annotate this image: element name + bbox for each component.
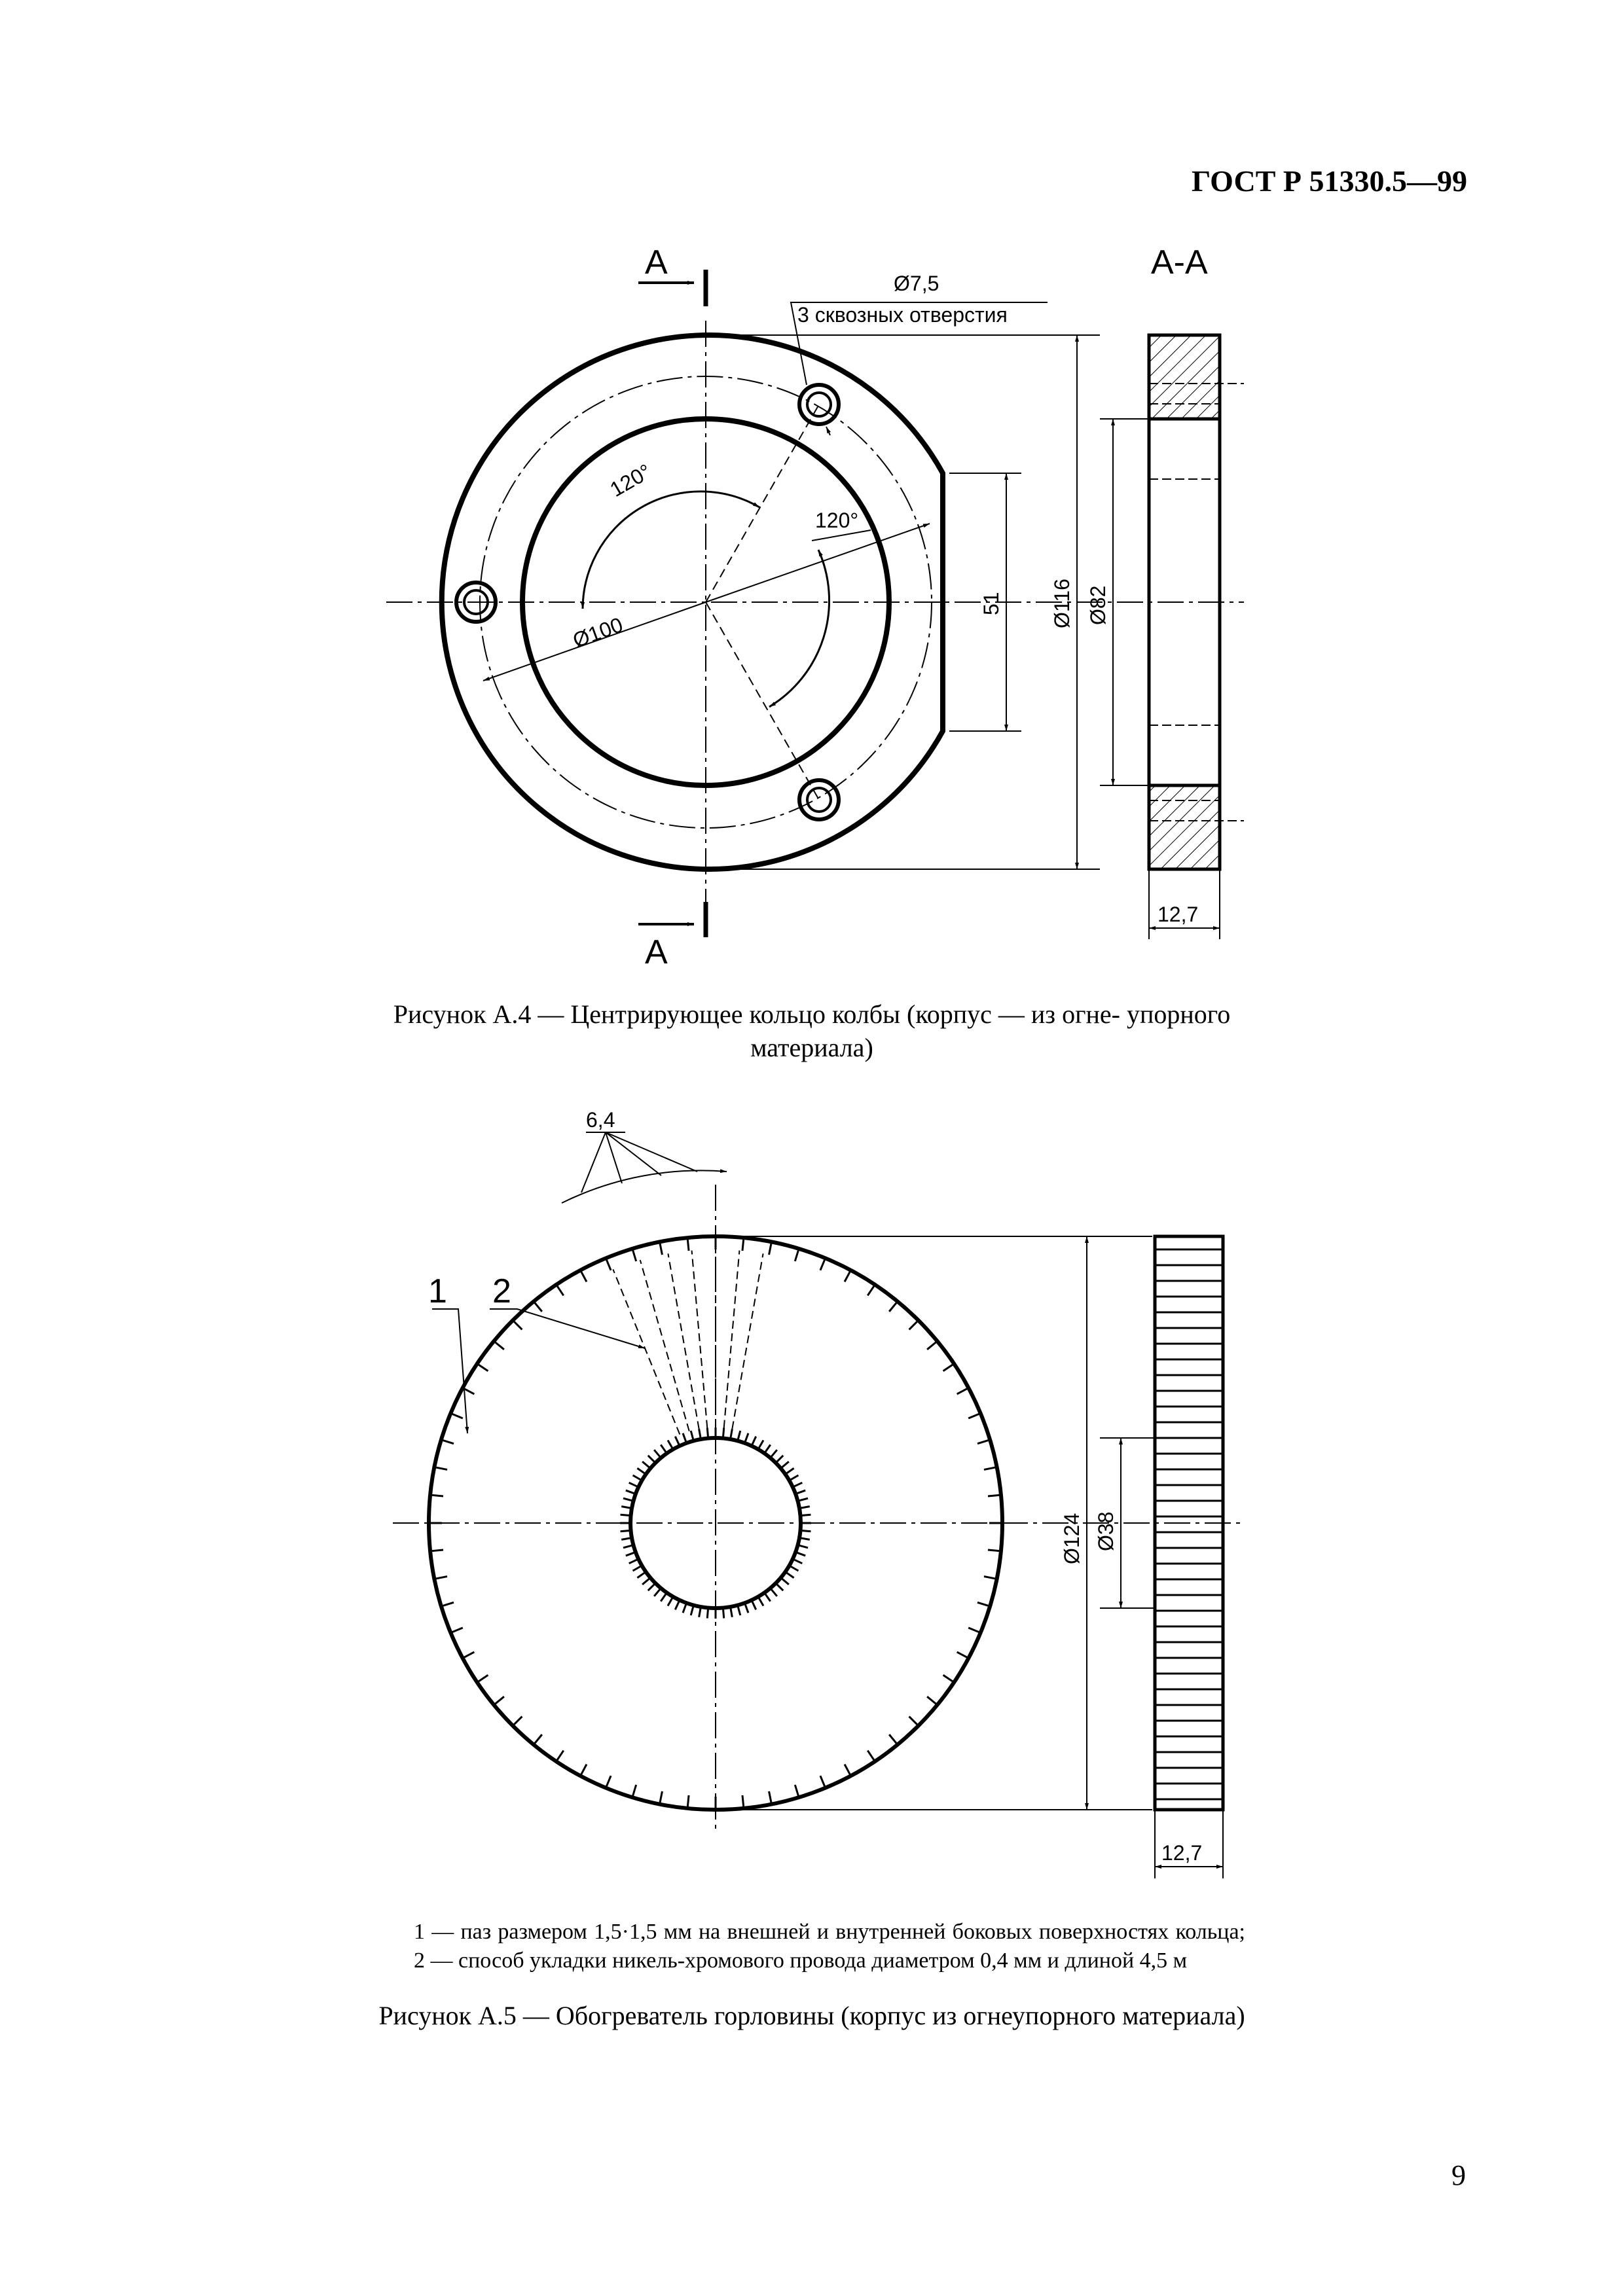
outer-diameter-label: Ø124 [1060,1513,1084,1564]
pitch-label: 6,4 [586,1108,615,1132]
section-letter-bottom: A [645,933,668,971]
figure-a5-caption: Рисунок А.5 — Обогреватель горловины (корпус из огнеупорного материала) [378,2001,1245,2030]
figure-a4-caption: Рисунок А.4 — Центрирующее кольцо колбы (корпус — из огне- упорного материала) [393,999,1231,1062]
thickness-label: 12,7 [1158,903,1199,926]
inner-diameter-label: Ø38 [1094,1511,1118,1551]
standard-header: ГОСТ Р 51330.5—99 [1192,164,1467,198]
callout-2: 2 [492,1272,511,1310]
hole-diameter-label: Ø7,5 [894,272,939,295]
thickness-label: 12,7 [1161,1841,1203,1865]
wire-routing-lines [613,1249,763,1435]
callout-1: 1 [428,1272,447,1310]
inner-diameter-label: Ø82 [1086,585,1110,625]
page-number: 9 [1451,2159,1466,2191]
figure-a5-side-view [1100,1236,1223,1878]
angle-label-2: 120° [815,509,859,532]
outer-diameter-label: Ø116 [1050,579,1074,628]
figure-a4-section-view [1100,335,1244,939]
section-letter-top: A [645,243,668,281]
figure-a5-legend: 1 — паз размером 1,5·1,5 мм на внешней и внутренней боковых поверхностях кольца; 2 — способ укладки никель-хромового провода диаметром 0,4 мм и длиной 4,5 м [414,1920,1245,1973]
figure-a5-front-view [393,1132,1244,1833]
figure-a4-front-view [386,270,1244,937]
hole-note-label: 3 сквозных отверстия [797,303,1008,327]
flat-width-label: 51 [979,592,1003,615]
section-title: A-A [1151,243,1208,281]
bolt-circle-label: Ø100 [570,612,626,653]
angle-label-1: 120° [606,459,655,502]
